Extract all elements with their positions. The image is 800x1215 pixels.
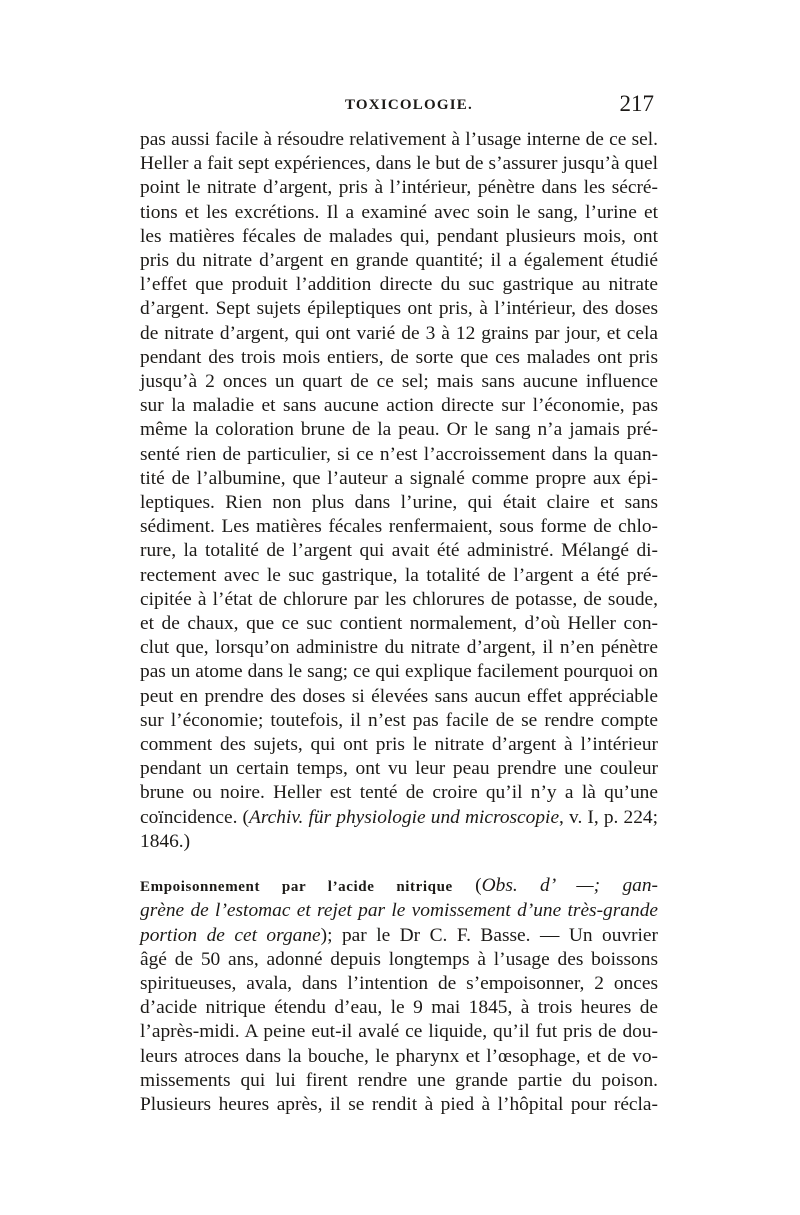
text-line: brune ou noire. Heller est tenté de croire qu’il n’y a là qu’une [140,782,658,804]
text-line: pas un atome dans le sang; ce qui explique facilement pourquoi on [140,661,658,683]
text-line: comment des sujets, qui ont pris le nitrate d’argent à l’intérieur [140,734,658,756]
text-line: clut que, lorsqu’on administre du nitrate d’argent, il n’en pénètre [140,637,658,659]
text-line: même la coloration brune de la peau. Or le sang n’a jamais pré- [140,419,658,441]
text-line: missements qui lui firent rendre une grande partie du poison. [140,1069,658,1091]
text-line: rure, la totalité de l’argent qui avait été administré. Mélangé di- [140,540,658,562]
obs-title-end: portion de cet organe [140,924,321,946]
text-line: leurs atroces dans la bouche, le pharynx et l’œsophage, et de vo- [140,1045,658,1067]
section-heading-line [140,874,658,899]
text-line: et de chaux, que ce suc contient normalement, d’où Heller con- [140,613,658,635]
text-line: tions et les excrétions. Il a examiné avec soin le sang, l’urine et [140,201,658,223]
text-line: tité de l’albumine, que l’auteur a signalé comme propre aux épi- [140,467,658,489]
text-line: rectement avec le suc gastrique, la totalité de l’argent a été pré- [140,564,658,586]
page-header [140,93,654,123]
text-line: pendant un certain temps, ont vu leur peau prendre une couleur [140,758,658,780]
text-line: Plusieurs heures après, il se rendit à pied à l’hôpital pour récla- [140,1093,658,1115]
running-title: TOXICOLOGIE. [345,97,473,113]
text-line: de nitrate d’argent, qui ont varié de 3 à 12 grains par jour, et cela [140,322,658,344]
section-gap [140,854,658,874]
text-line: Heller a fait sept expériences, dans le but de s’assurer jusqu’à quel [140,153,658,175]
text-line: sédiment. Les matières fécales renfermaient, sous forme de chlo- [140,516,658,538]
text-line: grène de l’estomac et rejet par le vomissement d’une très-grande [140,900,658,922]
text-line: 1846.) [140,830,191,852]
citation-suffix: , v. I, p. 224; [559,806,658,828]
text-line: cipitée à l’état de chlorure par les chlorures de potasse, de soude, [140,588,658,610]
text-line: spiritueuses, avala, dans l’intention de s’empoisonner, 2 onces [140,972,658,994]
paragraph-heller [140,128,658,854]
text-line: d’argent. Sept sujets épileptiques ont pris, à l’intérieur, des doses [140,298,658,320]
text-line: pas aussi facile à résoudre relativement à l’usage interne de ce sel. [140,129,658,150]
text-line: pendant des trois mois entiers, de sorte que ces malades ont pris [140,346,658,368]
text-line: l’après-midi. A peine eut-il avalé ce liquide, qu’il fut pris de dou- [140,1021,658,1043]
author-credit: ); par le Dr C. F. Basse. — Un ouvrier [320,924,658,946]
text-line: leptiques. Rien non plus dans l’urine, qui était claire et sans [140,492,658,514]
text-line: les matières fécales de malades qui, pendant plusieurs mois, ont [140,225,658,247]
text-line: jusqu’à 2 onces un quart de ce sel; mais sans aucune influence [140,371,658,393]
text-line: senté rien de particulier, si ce n’est l’accroissement dans la quan- [140,443,658,465]
text-line: point le nitrate d’argent, pris à l’intérieur, pénètre dans les sécré- [140,177,658,199]
page-number: 217 [619,91,654,116]
text-line: pris du nitrate d’argent en grande quantité; il a également étudié [140,250,658,272]
section-heading: Empoisonnement par l’acide nitrique [140,879,453,896]
paragraph-nitric-acid [140,874,658,1117]
text-line: l’effet que produit l’addition directe du suc gastrique au nitrate [140,274,658,296]
obs-title: Obs. d’ —; gan- [481,875,658,897]
text-line: sur la maladie et sans aucune action directe sur l’économie, pas [140,395,658,417]
text-line [140,924,658,948]
citation-line [140,806,658,830]
citation-prefix: coïncidence. ( [140,806,250,828]
obs-open: ( [452,875,482,897]
text-line: d’acide nitrique étendu d’eau, le 9 mai 1845, à trois heures de [140,997,658,1019]
body-text [140,128,658,1117]
text-line: âgé de 50 ans, adonné depuis longtemps à l’usage des boissons [140,948,658,970]
citation-source: Archiv. für physiologie und microscopie [249,806,560,828]
text-line: peut en prendre des doses si élevées sans aucun effet appréciable [140,685,658,707]
text-line: sur l’économie; toutefois, il n’est pas facile de se rendre compte [140,709,658,731]
